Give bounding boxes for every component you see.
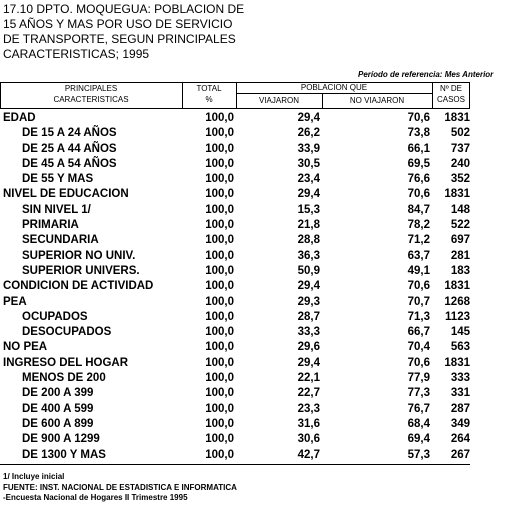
cell-casos: 563	[450, 341, 470, 354]
footnote-source: FUENTE: INST. NACIONAL DE ESTADISTICA E INFORMATICA	[3, 482, 237, 492]
cell-viajaron: 22,7	[297, 387, 320, 400]
cell-no-viajaron: 76,7	[407, 402, 430, 415]
cell-casos: 697	[450, 234, 470, 247]
table-row	[0, 157, 529, 172]
cell-casos: 502	[450, 127, 470, 140]
row-label: SIN NIVEL 1/	[22, 203, 91, 216]
cell-no-viajaron: 70,6	[407, 280, 430, 293]
cell-casos: 240	[450, 157, 470, 170]
table-row	[0, 417, 529, 432]
cell-no-viajaron: 69,4	[407, 433, 430, 446]
cell-total: 100,0	[205, 295, 234, 308]
cell-casos: 1268	[444, 295, 470, 308]
cell-viajaron: 36,3	[297, 249, 320, 262]
table-row	[0, 218, 529, 233]
table-row	[0, 356, 529, 371]
header-caracteristicas: CARACTERISTICAS	[53, 95, 129, 104]
cell-total: 100,0	[205, 280, 234, 293]
table-row	[0, 295, 529, 310]
row-label: DE 55 Y MAS	[22, 173, 94, 186]
cell-total: 100,0	[205, 372, 234, 385]
cell-no-viajaron: 70,6	[407, 356, 430, 369]
cell-total: 100,0	[205, 234, 234, 247]
cell-viajaron: 29,4	[297, 356, 320, 369]
title-line-1: 17.10 DPTO. MOQUEGUA: POBLACION DE	[3, 2, 245, 16]
cell-no-viajaron: 68,4	[407, 417, 430, 430]
cell-total: 100,0	[205, 402, 234, 415]
cell-viajaron: 22,1	[297, 372, 320, 385]
cell-casos: 331	[450, 387, 470, 400]
cell-no-viajaron: 66,7	[407, 326, 430, 339]
cell-viajaron: 29,3	[297, 295, 320, 308]
table-row	[0, 233, 529, 248]
cell-no-viajaron: 84,7	[407, 203, 430, 216]
cell-viajaron: 30,6	[297, 433, 320, 446]
cell-viajaron: 15,3	[297, 203, 320, 216]
cell-viajaron: 26,2	[297, 127, 320, 140]
footnote-survey: -Encuesta Nacional de Hogares II Trimestre 1995	[3, 493, 188, 502]
row-label: INGRESO DEL HOGAR	[3, 356, 129, 369]
cell-no-viajaron: 70,6	[407, 112, 430, 124]
reference-period: Período de referencia: Mes Anterior	[358, 70, 494, 79]
cell-no-viajaron: 57,3	[407, 448, 430, 461]
cell-total: 100,0	[205, 203, 234, 216]
cell-viajaron: 28,7	[297, 310, 320, 323]
row-label: DE 600 A 899	[22, 417, 94, 430]
cell-total: 100,0	[205, 157, 234, 170]
table-row	[0, 111, 529, 126]
cell-total: 100,0	[205, 112, 234, 124]
header-percent: %	[205, 95, 213, 104]
cell-casos: 1831	[444, 112, 470, 124]
cell-viajaron: 29,4	[297, 188, 320, 201]
cell-no-viajaron: 76,6	[407, 173, 430, 186]
cell-no-viajaron: 77,9	[407, 372, 430, 385]
cell-no-viajaron: 69,5	[407, 157, 430, 170]
cell-casos: 264	[450, 433, 470, 446]
cell-total: 100,0	[205, 356, 234, 369]
row-label: NIVEL DE EDUCACION	[3, 188, 129, 201]
cell-viajaron: 33,9	[297, 142, 320, 155]
footnote-note: 1/ Incluye inicial	[3, 472, 65, 481]
cell-viajaron: 28,8	[297, 234, 320, 247]
table-row	[0, 310, 529, 325]
cell-casos: 145	[450, 326, 470, 339]
cell-no-viajaron: 49,1	[407, 264, 430, 277]
cell-viajaron: 29,4	[297, 280, 320, 293]
row-label: DE 1300 Y MAS	[22, 448, 106, 461]
table-row	[0, 432, 529, 447]
row-label: DE 45 A 54 AÑOS	[22, 157, 117, 170]
cell-no-viajaron: 70,4	[407, 341, 430, 354]
cell-total: 100,0	[205, 249, 234, 262]
cell-total: 100,0	[205, 142, 234, 155]
cell-total: 100,0	[205, 188, 234, 201]
cell-viajaron: 31,6	[297, 417, 320, 430]
row-label: SUPERIOR NO UNIV.	[22, 249, 136, 262]
row-label: EDAD	[3, 112, 36, 124]
table-row	[0, 279, 529, 294]
cell-casos: 352	[450, 173, 470, 186]
cell-casos: 183	[450, 264, 470, 277]
cell-no-viajaron: 73,8	[407, 127, 430, 140]
cell-viajaron: 23,3	[297, 402, 320, 415]
title-line-4: CARACTERISTICAS; 1995	[3, 47, 150, 61]
row-label: DE 15 A 24 AÑOS	[22, 127, 117, 140]
row-label: NO PEA	[3, 341, 48, 354]
cell-casos: 281	[450, 249, 470, 262]
table-row	[0, 187, 529, 202]
cell-viajaron: 42,7	[297, 448, 320, 461]
header-no-viajaron: NO VIAJARON	[349, 96, 405, 105]
cell-casos: 148	[450, 203, 470, 216]
cell-casos: 1831	[444, 280, 470, 293]
cell-total: 100,0	[205, 264, 234, 277]
table-row	[0, 172, 529, 187]
cell-viajaron: 29,4	[297, 112, 320, 124]
cell-casos: 349	[450, 417, 470, 430]
cell-total: 100,0	[205, 326, 234, 339]
title-line-2: 15 AÑOS Y MAS POR USO DE SERVICIO	[3, 17, 233, 31]
cell-casos: 287	[450, 402, 470, 415]
cell-total: 100,0	[205, 387, 234, 400]
table-row	[0, 264, 529, 279]
header-viajaron: VIAJARON	[258, 96, 299, 105]
table-row	[0, 325, 529, 340]
table-row	[0, 448, 529, 463]
row-label: PRIMARIA	[22, 219, 79, 232]
cell-total: 100,0	[205, 310, 234, 323]
cell-viajaron: 29,6	[297, 341, 320, 354]
row-label: SECUNDARIA	[22, 234, 99, 247]
cell-viajaron: 33,3	[297, 326, 320, 339]
row-label: DESOCUPADOS	[22, 326, 112, 339]
row-label: SUPERIOR UNIVERS.	[22, 264, 140, 277]
row-label: DE 400 A 599	[22, 402, 94, 415]
table-bottom-rule	[0, 464, 470, 465]
table-row	[0, 142, 529, 157]
document-title	[3, 2, 244, 62]
cell-no-viajaron: 70,6	[407, 188, 430, 201]
row-label: PEA	[3, 295, 27, 308]
table-row	[0, 126, 529, 141]
header-principales: PRINCIPALES	[64, 84, 118, 93]
cell-casos: 737	[450, 142, 470, 155]
cell-total: 100,0	[205, 433, 234, 446]
cell-total: 100,0	[205, 417, 234, 430]
cell-viajaron: 50,9	[297, 264, 320, 277]
cell-no-viajaron: 71,2	[407, 234, 430, 247]
header-n-de: Nº DE	[439, 84, 463, 93]
cell-no-viajaron: 77,3	[407, 387, 430, 400]
cell-no-viajaron: 78,2	[407, 219, 430, 232]
row-label: MENOS DE 200	[22, 372, 106, 385]
cell-casos: 522	[450, 219, 470, 232]
cell-casos: 333	[450, 372, 470, 385]
cell-no-viajaron: 70,7	[407, 295, 430, 308]
footnotes	[3, 472, 237, 504]
row-label: CONDICION DE ACTIVIDAD	[3, 280, 154, 293]
table-row	[0, 249, 529, 264]
cell-total: 100,0	[205, 219, 234, 232]
cell-viajaron: 21,8	[297, 219, 320, 232]
cell-casos: 1831	[444, 188, 470, 201]
table-row	[0, 340, 529, 355]
header-casos: CASOS	[436, 95, 465, 104]
row-label: DE 200 A 399	[22, 387, 94, 400]
cell-no-viajaron: 63,7	[407, 249, 430, 262]
cell-total: 100,0	[205, 173, 234, 186]
header-subrule	[236, 93, 432, 94]
table-row	[0, 386, 529, 401]
cell-casos: 1123	[445, 310, 470, 323]
cell-no-viajaron: 66,1	[407, 142, 430, 155]
table-row	[0, 402, 529, 417]
header-total: TOTAL	[196, 84, 222, 93]
cell-total: 100,0	[205, 448, 234, 461]
cell-viajaron: 23,4	[297, 173, 320, 186]
cell-casos: 1831	[444, 356, 470, 369]
table-header	[0, 82, 470, 109]
title-line-3: DE TRANSPORTE, SEGUN PRINCIPALES	[3, 32, 236, 46]
row-label: OCUPADOS	[22, 310, 88, 323]
cell-viajaron: 30,5	[297, 157, 320, 170]
table-row	[0, 371, 529, 386]
table-body	[0, 111, 529, 463]
table-row	[0, 203, 529, 218]
cell-no-viajaron: 71,3	[407, 310, 430, 323]
row-label: DE 25 A 44 AÑOS	[22, 142, 117, 155]
row-label: DE 900 A 1299	[22, 433, 100, 446]
cell-casos: 267	[450, 448, 470, 461]
cell-total: 100,0	[205, 127, 234, 140]
cell-total: 100,0	[205, 341, 234, 354]
header-poblacion-que: POBLACION QUE	[300, 83, 368, 92]
